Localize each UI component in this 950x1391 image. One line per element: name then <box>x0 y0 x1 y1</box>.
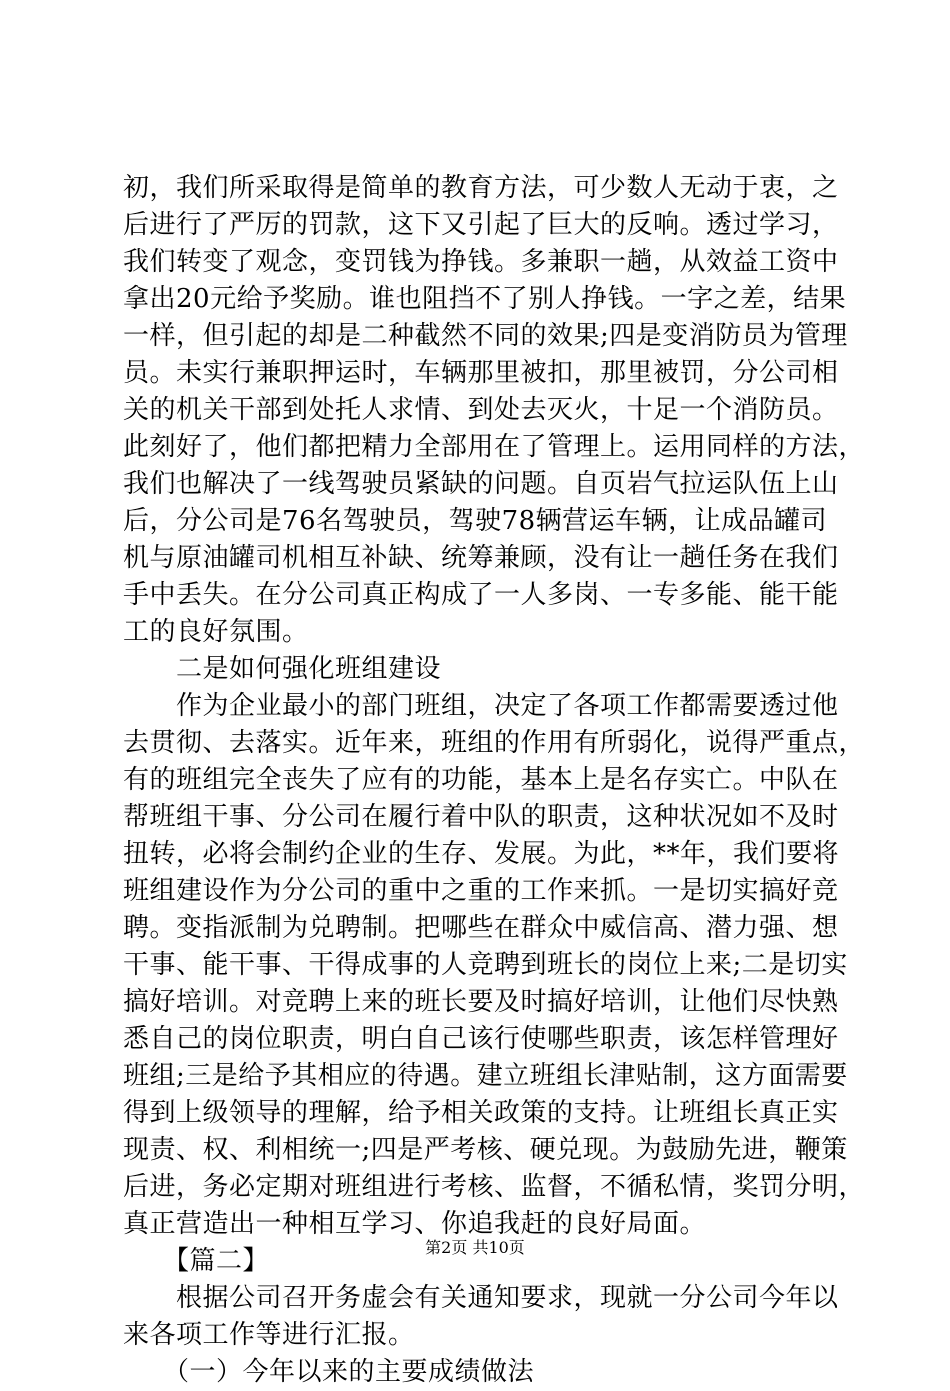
text-line: 我们也解决了一线驾驶员紧缺的问题。自页岩气拉运队伍上山 <box>123 469 839 499</box>
text-line: 作为企业最小的部门班组，决定了各项工作都需要透过他 <box>123 691 839 721</box>
section-heading: 【篇二】 <box>123 1246 270 1276</box>
page-number-label: 第2页 共10页 <box>425 1238 525 1257</box>
text-line: 扭转，必将会制约企业的生存、发展。为此，**年，我们要将 <box>123 839 840 869</box>
document-body <box>123 170 866 1391</box>
text-line: 干事、能干事、干得成事的人竞聘到班长的岗位上来;二是切实 <box>123 950 848 980</box>
text-line: 机与原油罐司机相互补缺、统筹兼顾，没有让一趟任务在我们 <box>123 543 839 573</box>
text-line: 后，分公司是76名驾驶员，驾驶78辆营运车辆，让成品罐司 <box>123 506 828 536</box>
text-line: 后进行了严厉的罚款，这下又引起了巨大的反响。透过学习， <box>123 210 839 240</box>
text-line: 搞好培训。对竞聘上来的班长要及时搞好培训，让他们尽快熟 <box>123 987 839 1017</box>
text-line: 班组;三是给予其相应的待遇。建立班组长津贴制，这方面需要 <box>123 1061 848 1091</box>
text-line: 来各项工作等进行汇报。 <box>123 1320 415 1350</box>
text-line: 去贯彻、去落实。近年来，班组的作用有所弱化，说得严重点， <box>123 728 866 758</box>
text-line: 后进，务必定期对班组进行考核、监督，不循私情，奖罚分明， <box>123 1172 866 1202</box>
text-line: 员。未实行兼职押运时，车辆那里被扣，那里被罚，分公司相 <box>123 358 839 388</box>
text-line: 手中丢失。在分公司真正构成了一人多岗、一专多能、能干能 <box>123 580 839 610</box>
text-line: 工的良好氛围。 <box>123 617 309 647</box>
text-line: 真正营造出一种相互学习、你追我赶的良好局面。 <box>123 1209 707 1239</box>
text-line: 得到上级领导的理解，给予相关政策的支持。让班组长真正实 <box>123 1098 839 1128</box>
text-line: 初，我们所采取得是简单的教育方法，可少数人无动于衷，之 <box>123 173 839 203</box>
text-line: 帮班组干事、分公司在履行着中队的职责，这种状况如不及时 <box>123 802 839 832</box>
section-heading: 二是如何强化班组建设 <box>123 654 442 684</box>
text-line: 一样，但引起的却是二种截然不同的效果;四是变消防员为管理 <box>123 321 848 351</box>
text-line: 关的机关干部到处托人求情、到处去灭火，十足一个消防员。 <box>123 395 839 425</box>
text-line: 班组建设作为分公司的重中之重的工作来抓。一是切实搞好竞 <box>123 876 839 906</box>
page-footer <box>0 1238 950 1258</box>
text-line: 有的班组完全丧失了应有的功能，基本上是名存实亡。中队在 <box>123 765 839 795</box>
text-line: 根据公司召开务虚会有关通知要求，现就一分公司今年以 <box>123 1283 839 1313</box>
text-line: 拿出20元给予奖励。谁也阻挡不了别人挣钱。一字之差，结果 <box>123 284 847 314</box>
text-line: 此刻好了，他们都把精力全部用在了管理上。运用同样的方法， <box>123 432 866 462</box>
text-line: 聘。变指派制为兑聘制。把哪些在群众中威信高、潜力强、想 <box>123 913 839 943</box>
section-heading: （一）今年以来的主要成绩做法 <box>123 1357 535 1387</box>
text-line: 悉自己的岗位职责，明白自己该行使哪些职责，该怎样管理好 <box>123 1024 839 1054</box>
text-line: 现责、权、利相统一;四是严考核、硬兑现。为鼓励先进，鞭策 <box>123 1135 848 1165</box>
text-line: 我们转变了观念，变罚钱为挣钱。多兼职一趟，从效益工资中 <box>123 247 839 277</box>
